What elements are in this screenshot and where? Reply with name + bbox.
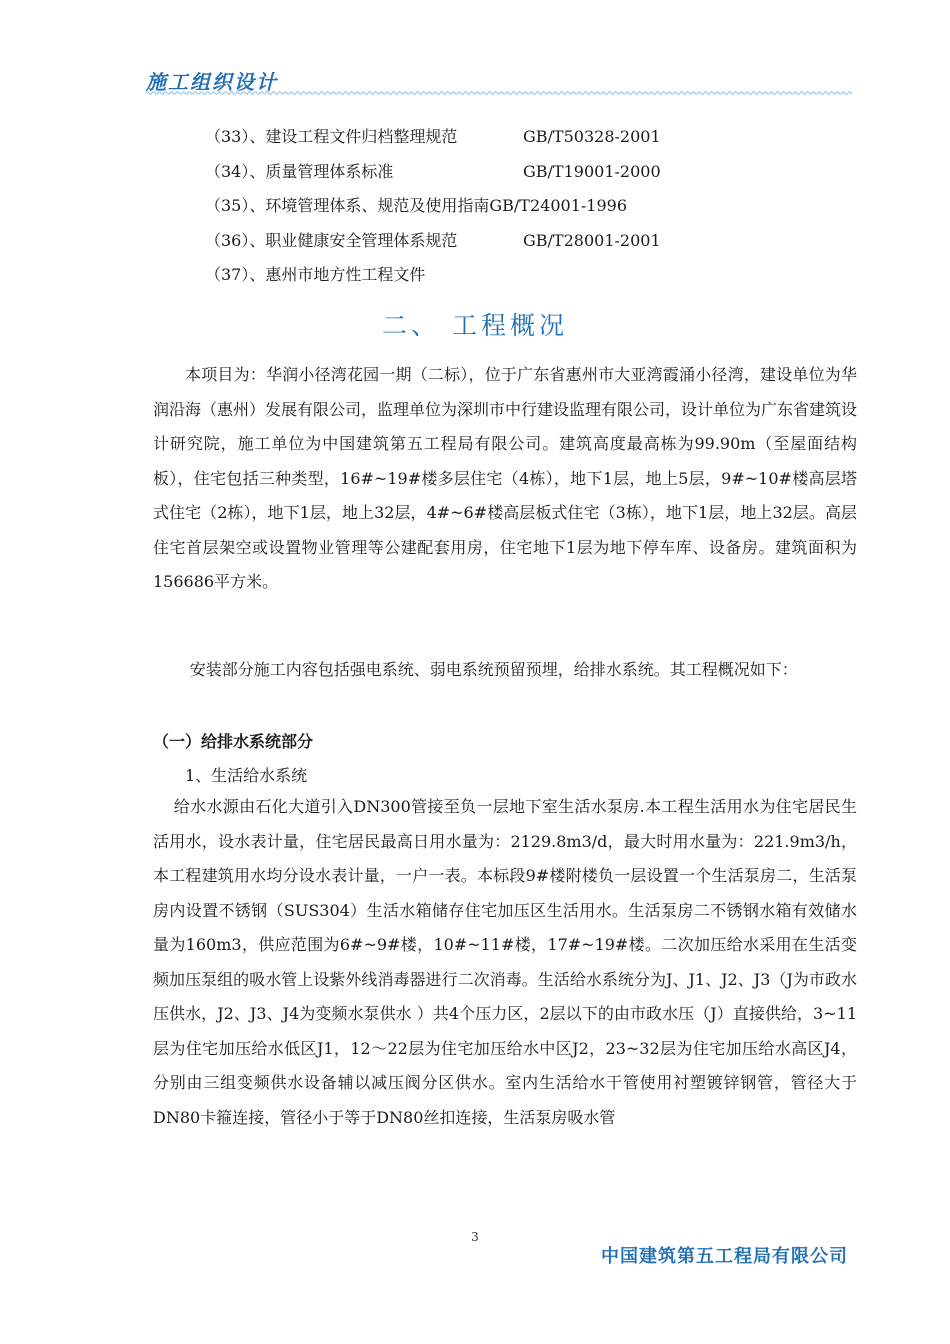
paragraph-water-supply: 给水水源由石化大道引入DN300管接至负一层地下室生活水泵房.本工程生活用水为住宅居民生活用水，设水表计量，住宅居民最高日用水量为：2129.8m3/d，最大时用水量为：221.9m3/h，本工程建筑用水均分设水表计量，一户一表。本标段9#楼附楼负一层设置一个生活泵房二，生活泵房内设置不锈钢（SUS304）生活水箱储存住宅加压区生活用水。生活泵房二不锈钢水箱有效储水量为160m3，供应范围为6#~9#楼，10#~11#楼，17#~19#楼。二次加压给水采用在生活变频加压泵组的吸水管上设紫外线消毒器进行二次消毒。生活给水系统分为J、J1、J2、J3（J为市政水压供水，J2、J3、J4为变频水泵供水 ）共4个压力区，2层以下的由市政水压（J）直接供给，3~11层为住宅加压给水低区J1，12～22层为住宅加压给水中区J2，23~32层为住宅加压给水高区J4，分别由三组变频供水设备辅以减压阀分区供水。室内生活给水干管使用衬塑镀锌钢管，管径大于DN80卡箍连接，管径小于等于DN80丝扣连接，生活泵房吸水管 bbox=[153, 797, 857, 1127]
reference-title: （37）、惠州市地方性工程文件 bbox=[205, 265, 426, 284]
subsection-heading: （一）给排水系统部分 bbox=[153, 732, 314, 751]
reference-item bbox=[205, 159, 661, 194]
subsubsection-heading: 1、生活给水系统 bbox=[185, 766, 308, 785]
reference-code: GB/T50328-2001 bbox=[523, 127, 661, 146]
paragraph-installation-scope: 安装部分施工内容包括强电系统、弱电系统预留预埋，给排水系统。其工程概况如下： bbox=[189, 660, 798, 679]
reference-item bbox=[205, 262, 627, 297]
section-title: 二、 工程概况 bbox=[382, 311, 568, 340]
reference-code: GB/T24001-1996 bbox=[489, 196, 627, 215]
reference-title: （36）、职业健康安全管理体系规范 bbox=[205, 230, 458, 250]
header-title: 施工组织设计 bbox=[146, 70, 278, 94]
reference-list bbox=[205, 124, 661, 297]
footer-company-name: 中国建筑第五工程局有限公司 bbox=[601, 1246, 848, 1267]
reference-item bbox=[205, 124, 661, 159]
reference-title: （35）、环境管理体系、规范及使用指南 bbox=[205, 196, 490, 215]
reference-code: GB/T19001-2000 bbox=[523, 161, 661, 181]
paragraph-project-overview: 本项目为：华润小径湾花园一期（二标），位于广东省惠州市大亚湾霞涌小径湾，建设单位为华润沿海（惠州）发展有限公司，监理单位为深圳市中行建设监理有限公司，设计单位为广东省建筑设计研究院，施工单位为中国建筑第五工程局有限公司。建筑高度最高栋为99.90m（至屋面结构板），住宅包括三种类型，16#~19#楼多层住宅（4栋），地下1层，地上5层，9#~10#楼高层塔式住宅（2栋），地下1层，地上32层，4#~6#楼高层板式住宅（3栋），地下1层，地上32层。高层住宅首层架空或设置物业管理等公建配套用房，住宅地下1层为地下停车库、设备房。建筑面积为156686平方米。 bbox=[153, 365, 858, 591]
header-wave-rule bbox=[146, 90, 852, 96]
reference-item bbox=[205, 193, 627, 228]
reference-title: （33）、建设工程文件归档整理规范 bbox=[205, 127, 458, 146]
page-number: 3 bbox=[471, 1230, 479, 1244]
reference-code: GB/T28001-2001 bbox=[523, 230, 661, 250]
reference-item bbox=[205, 228, 661, 263]
reference-title: （34）、质量管理体系标准 bbox=[205, 161, 394, 181]
